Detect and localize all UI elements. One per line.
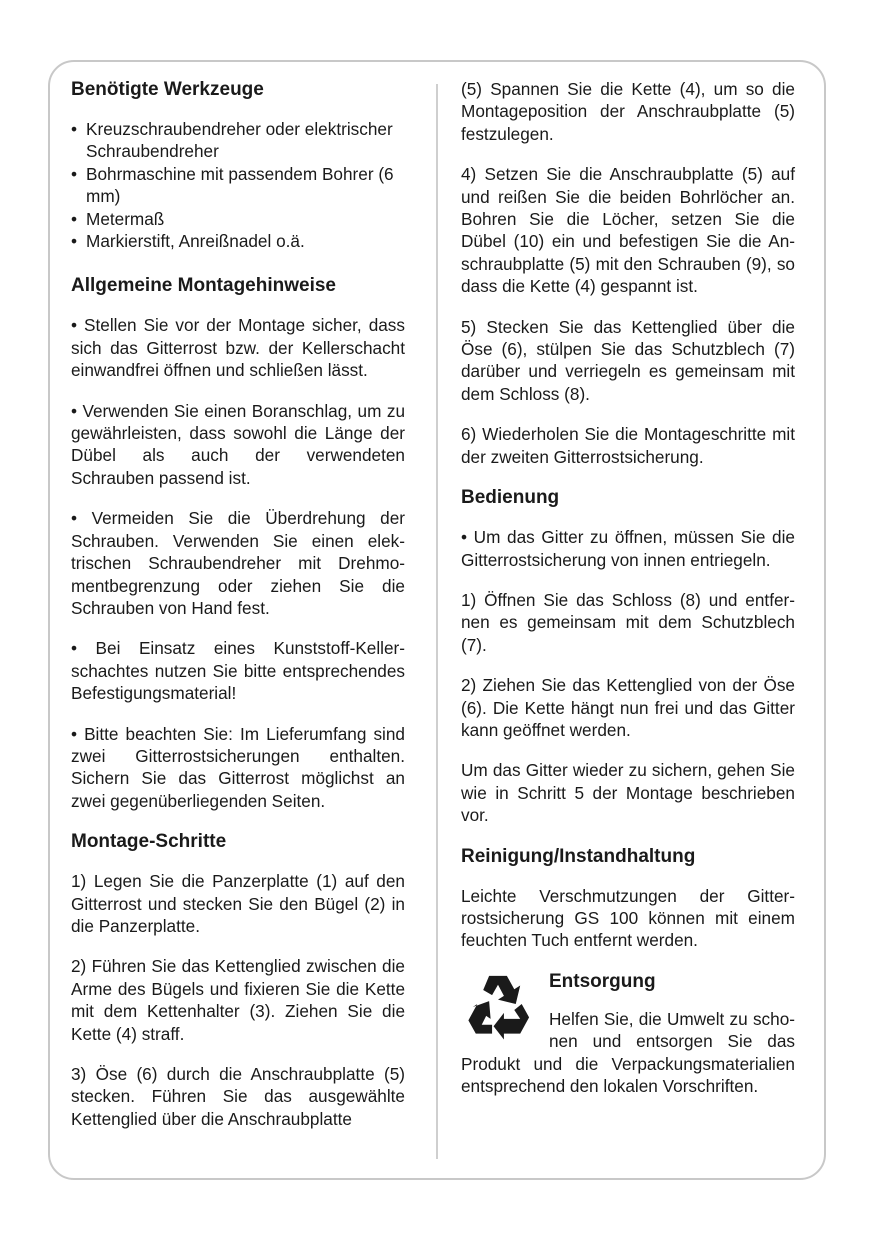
disposal-paragraph: Helfen Sie, die Umwelt zu schonen und entsorgen Sie das Produkt und die Verpackungsmaterialien entsprechend den lokalen Vorschriften. [461, 1008, 795, 1096]
tools-heading: Benötigte Werkzeuge [71, 79, 264, 100]
disposal-heading: Entsorgung [549, 970, 656, 992]
cleaning-paragraph: Leichte Verschmutzungen der Gitterrostsicherung GS 100 können mit einem feuchten Tuch entfernt werden. [461, 885, 795, 951]
operation-paragraph: Um das Gitter wieder zu sichern, gehen Sie wie in Schritt 5 der Montage beschrieben vor. [461, 760, 795, 826]
list-item: • Metermaß [71, 208, 405, 230]
general-note: • Bei Einsatz eines Kunststoff-Kellerschachtes nutzen Sie bitte entsprechendes Befestigungsmaterial! [71, 638, 405, 704]
operation-paragraph: 1) Öffnen Sie das Schloss (8) und entfernen es gemeinsam mit dem Schutzblech (7). [461, 589, 795, 655]
left-column [71, 78, 405, 1148]
recycle-icon [461, 970, 535, 1044]
general-note: • Vermeiden Sie die Überdrehung der Schrauben. Verwenden Sie einen elektrischen Schraubendreher mit Drehmomentbegrenzung oder ziehen Sie die Schrauben von Hand fest. [71, 508, 405, 618]
steps-heading: Montage-Schritte [71, 831, 227, 853]
general-heading: Allgemeine Montagehinweise [71, 275, 336, 297]
general-note: • Verwenden Sie einen Boranschlag, um zu gewährleisten, dass sowohl die Länge der Dübel als auch der verwendeten Schrauben passend ist. [71, 400, 405, 488]
column-divider [436, 84, 438, 1159]
step-paragraph: 5) Stecken Sie das Kettenglied über die Öse (6), stülpen Sie das Schutzblech (7) darüber und verriegeln es gemeinsam mit dem Schloss (8). [461, 316, 795, 404]
step-paragraph: 3) Öse (6) durch die Anschraubplatte (5) stecken. Führen Sie das ausgewählte Kettenglied über die Anschraubplatte [71, 1064, 405, 1129]
list-item: • Markierstift, Anreißnadel o.ä. [71, 230, 405, 252]
disposal-section [461, 970, 795, 1098]
tools-list [71, 118, 405, 252]
general-note: • Bitte beachten Sie: Im Lieferumfang sind zwei Gitterrostsicherungen enthalten. Sichern Sie das Gitterrost möglichst an zwei gegenüberliegenden Seiten. [71, 723, 405, 811]
step-paragraph: 2) Führen Sie das Kettenglied zwischen die Arme des Bügels und fixieren Sie die Kette mit dem Kettenhalter (3). Ziehen Sie die Kette (4) straff. [71, 956, 405, 1044]
cleaning-heading: Reinigung/Instandhaltung [461, 845, 696, 867]
list-item: • Bohrmaschine mit passendem Bohrer (6 mm) [71, 163, 405, 208]
general-note: • Stellen Sie vor der Montage sicher, dass sich das Gitterrost bzw. der Kellerschacht einwandfrei öffnen und schließen lässt. [71, 315, 405, 381]
operation-paragraph: 2) Ziehen Sie das Kettenglied von der Öse (6). Die Kette hängt nun frei und das Gitter kann geöffnet werden. [461, 675, 795, 740]
list-item: • Kreuzschraubendreher oder elektrischer Schraubendreher [71, 118, 405, 163]
step-paragraph: (5) Spannen Sie die Kette (4), um so die Montageposition der Anschraubplatte (5) festzulegen. [461, 79, 795, 144]
operation-heading: Bedienung [461, 487, 560, 509]
right-column [461, 78, 795, 1115]
operation-paragraph: • Um das Gitter zu öffnen, müssen Sie die Gitterrostsicherung von innen entriegeln. [461, 527, 795, 570]
step-paragraph: 1) Legen Sie die Panzerplatte (1) auf den Gitterrost und stecken Sie den Bügel (2) in die Panzerplatte. [71, 871, 405, 936]
step-paragraph: 4) Setzen Sie die Anschraubplatte (5) auf und reißen Sie die beiden Bohrlöcher an. Bohren Sie die Löcher, setzen Sie die Dübel (10) ein und befestigen Sie die Anschraubplatte (5) mit den Schrauben (9), so dass die Kette (4) gespannt ist. [461, 164, 795, 297]
step-paragraph: 6) Wiederholen Sie die Montageschritte mit der zweiten Gitterrostsicherung. [461, 424, 795, 467]
